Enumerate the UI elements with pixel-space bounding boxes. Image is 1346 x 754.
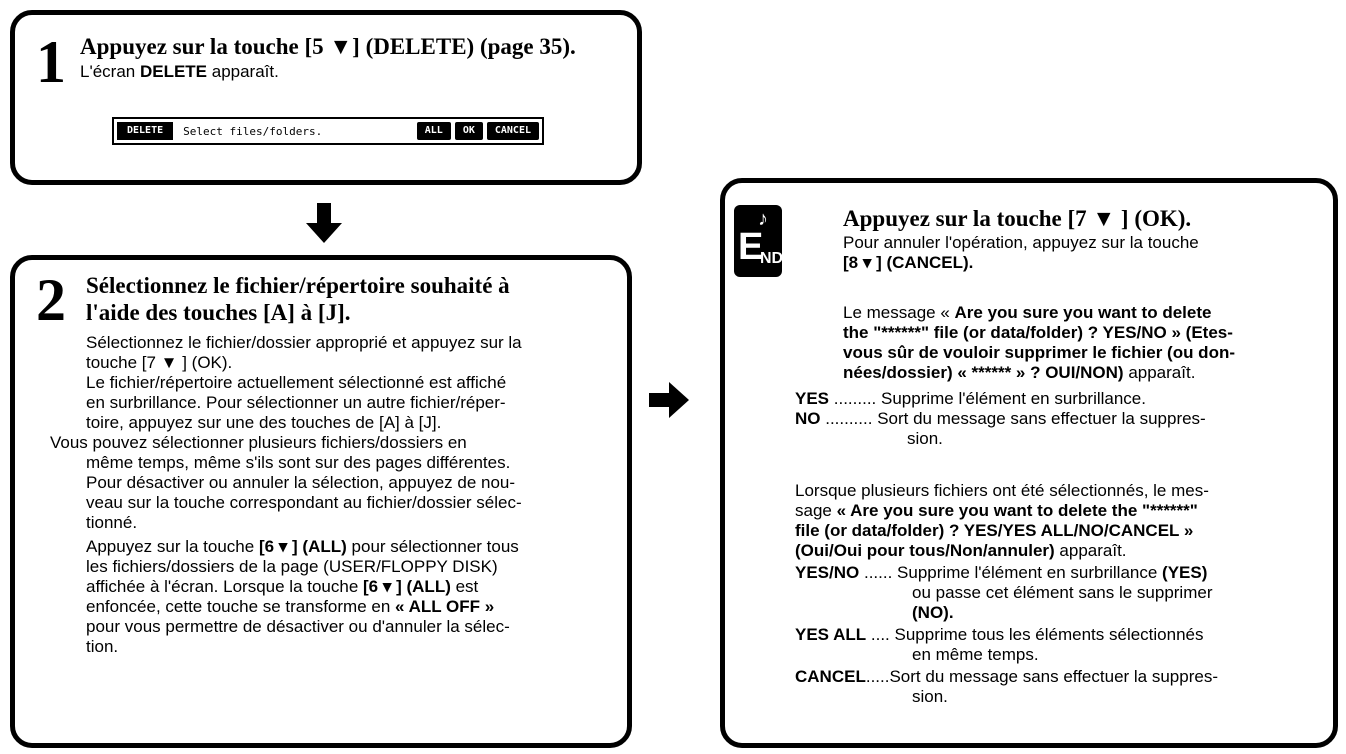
end-text-line: Le message « Are you sure you want to delete [843, 303, 1212, 322]
end-icon: ♪ E ND [734, 205, 826, 279]
step-2-text-line: Appuyez sur la touche [6 ▾ ] (ALL) pour sélectionner tous [86, 537, 519, 556]
end-text-line: the "******" file (or data/folder) ? YES/NO » (Etes- [843, 323, 1233, 342]
step-2-text-line: même temps, même s'ils sont sur des pages différentes. [86, 453, 511, 472]
end-text-line: (Oui/Oui pour tous/Non/annuler) apparaît. [795, 541, 1127, 560]
step-2-text-line: veau sur la touche correspondant au fichier/dossier sélec- [86, 493, 522, 512]
step-2-text-line: les fichiers/dossiers de la page (USER/FLOPPY DISK) [86, 557, 498, 576]
step-2-text-line: touche [7 ▼ ] (OK). [86, 353, 233, 372]
end-heading: Appuyez sur la touche [7 ▼ ] (OK). [843, 206, 1192, 231]
cancel-definition: CANCEL.....Sort du message sans effectuer la suppres- [795, 667, 1218, 686]
end-text-line: file (or data/folder) ? YES/YES ALL/NO/CANCEL » [795, 521, 1194, 540]
lcd-ok-button[interactable]: OK [455, 122, 483, 140]
step-1-text: L'écran DELETE apparaît. [80, 62, 279, 81]
yesno-definition: YES/NO ...... Supprime l'élément en surbrillance (YES) [795, 563, 1208, 582]
lcd-all-button[interactable]: ALL [417, 122, 451, 140]
arrow-down-icon [306, 203, 342, 243]
arrow-right-icon [649, 382, 689, 418]
step-2-text-line: pour vous permettre de désactiver ou d'annuler la sélec- [86, 617, 510, 636]
step-2-text-line: toire, appuyez sur une des touches de [A] à [J]. [86, 413, 442, 432]
yesno-definition-cont: ou passe cet élément sans le supprimer [912, 583, 1213, 602]
step-2-text-line: enfoncée, cette touche se transforme en « ALL OFF » [86, 597, 495, 616]
step-2-text-line: Pour désactiver ou annuler la sélection, appuyez de nou- [86, 473, 516, 492]
end-text-line: Pour annuler l'opération, appuyez sur la touche [843, 233, 1199, 252]
end-text-line: Lorsque plusieurs fichiers ont été sélectionnés, le mes- [795, 481, 1209, 500]
step-2-text-line: Sélectionnez le fichier/dossier approprié et appuyez sur la [86, 333, 522, 352]
step-2-text-line: en surbrillance. Pour sélectionner un autre fichier/réper- [86, 393, 506, 412]
lcd-display [112, 117, 544, 145]
end-text-line: nées/dossier) « ****** » ? OUI/NON) apparaît. [843, 363, 1196, 382]
end-text-line: sage « Are you sure you want to delete the "******" [795, 501, 1198, 520]
yes-definition: YES ......... Supprime l'élément en surbrillance. [795, 389, 1146, 408]
step-2-text-line: Vous pouvez sélectionner plusieurs fichiers/dossiers en [50, 433, 467, 452]
step-2-heading-line-2: l'aide des touches [A] à [J]. [86, 300, 351, 325]
lcd-cancel-button[interactable]: CANCEL [487, 122, 539, 140]
yesall-definition: YES ALL .... Supprime tous les éléments sélectionnés [795, 625, 1204, 644]
yesall-definition-cont: en même temps. [912, 645, 1039, 664]
step-number-1: 1 [36, 29, 66, 95]
no-definition-cont: sion. [907, 429, 943, 448]
step-number-2: 2 [36, 267, 66, 333]
step-1-heading: Appuyez sur la touche [5 ▼] (DELETE) (page 35). [80, 34, 576, 59]
lcd-message: Select files/folders. [183, 124, 323, 138]
step-2-text-line: tionné. [86, 513, 138, 532]
yesno-definition-cont: (NO). [912, 603, 954, 622]
cancel-definition-cont: sion. [912, 687, 948, 706]
end-text-line: vous sûr de vouloir supprimer le fichier (ou don- [843, 343, 1235, 362]
no-definition: NO .......... Sort du message sans effectuer la suppres- [795, 409, 1206, 428]
step-2-heading-line-1: Sélectionnez le fichier/répertoire souhaité à [86, 273, 510, 298]
step-2-text-line: affichée à l'écran. Lorsque la touche [6 ▾ ] (ALL) est [86, 577, 479, 596]
end-text-line: [8 ▾ ] (CANCEL). [843, 253, 974, 272]
step-2-text-line: Le fichier/répertoire actuellement sélectionné est affiché [86, 373, 507, 392]
lcd-delete-tab: DELETE [117, 122, 173, 140]
step-2-text-line: tion. [86, 637, 119, 656]
